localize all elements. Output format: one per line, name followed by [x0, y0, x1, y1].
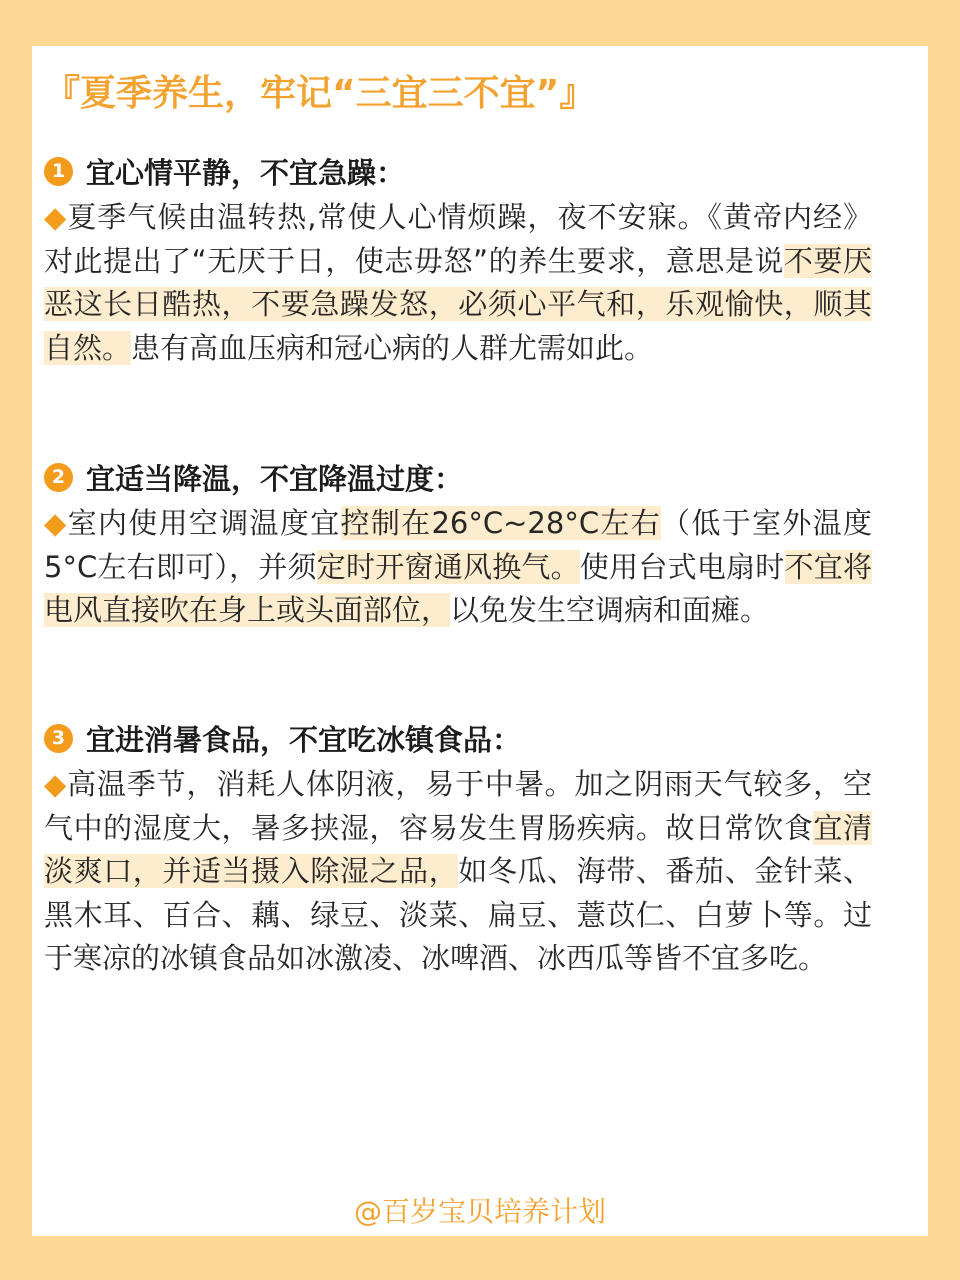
- body-text: 患有高血压病和冠心病的人群尤需如此。: [131, 330, 654, 365]
- section-heading: [44, 456, 872, 498]
- page-title: 『夏季养生，牢记“三宜三不宜”』: [44, 73, 596, 114]
- highlighted-text: 不要厌恶这长日酷热，不要急躁发怒，必须心平气和，乐观愉快，顺其自然。: [44, 243, 872, 365]
- section-2: [44, 456, 872, 633]
- diamond-bullet-icon: ◆: [44, 200, 68, 234]
- footer-watermark: @百岁宝贝培养计划: [353, 1195, 606, 1228]
- section-title: 宜适当降温，不宜降温过度：: [86, 461, 464, 496]
- diamond-bullet-icon: ◆: [44, 506, 68, 540]
- highlighted-text: 定时开窗通风换气。: [316, 549, 580, 584]
- number-badge-2: 2: [44, 463, 73, 492]
- highlighted-text: 不宜将电风直接吹在身上或头面部位，: [44, 549, 872, 627]
- body-text: 室内使用空调温度宜: [67, 506, 341, 540]
- body-text: 使用台式电扇时: [579, 549, 785, 584]
- body-text: 如冬瓜、海带、番茄、金针菜、黑木耳、百合、藕、绿豆、淡菜、扁豆、薏苡仁、白萝卜等。过于寒凉的冰镇食品如冰激凌、冰啤酒、冰西瓜等皆不宜多吃。: [44, 854, 872, 975]
- number-badge-1: 1: [44, 157, 73, 186]
- body-text: 夏季气候由温转热,常使人心情烦躁，夜不安寐。《黄帝内经》对此提出了“无厌于日，使志毋怒”的养生要求，意思是说: [44, 200, 872, 278]
- section-heading: [44, 150, 872, 192]
- body-text: 高温季节，消耗人体阴液，易于中暑。加之阴雨天气较多，空气中的湿度大，暑多挟湿，容易发生胃肠疾病。故日常饮食: [44, 767, 872, 845]
- section-3: [44, 717, 872, 981]
- highlighted-text: 控制在26°C~28°C左右: [340, 506, 662, 540]
- section-title: 宜心情平静，不宜急躁：: [86, 155, 406, 190]
- section-1: [44, 150, 872, 370]
- section-body: [44, 196, 872, 370]
- highlighted-text: 宜清淡爽口，并适当摄入除湿之品，: [44, 810, 872, 888]
- number-badge-3: 3: [44, 724, 73, 753]
- body-text: 以免发生空调病和面瘫。: [450, 593, 770, 627]
- body-text: （低于室外温度5°C左右即可），并须: [44, 506, 872, 584]
- section-heading: [44, 717, 872, 759]
- section-title: 宜进消暑食品，不宜吃冰镇食品：: [86, 722, 522, 757]
- section-body: [44, 763, 872, 981]
- diamond-bullet-icon: ◆: [44, 767, 68, 801]
- section-body: [44, 502, 872, 633]
